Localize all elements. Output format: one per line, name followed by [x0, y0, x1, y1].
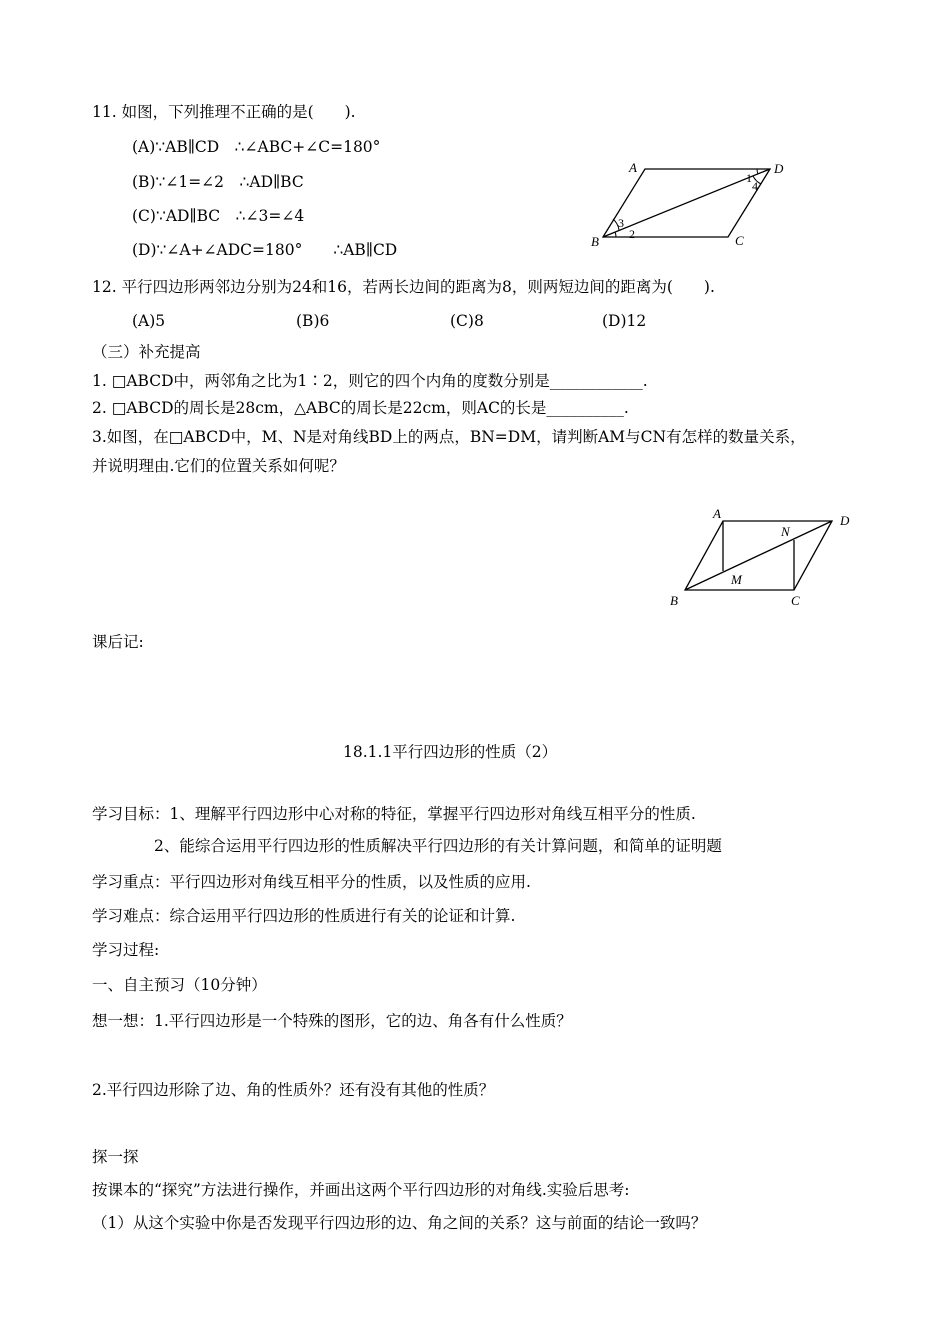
s3-label-n: N [781, 524, 790, 539]
q11-label-4: 4 [752, 179, 758, 193]
section3-problem-2: 2. □ABCD的周长是28cm，△ABC的周长是22cm，则AC的长是__________. [92, 399, 629, 417]
after-class-notes: 课后记: [92, 633, 144, 651]
section3-problem-3-line1: 3.如图，在□ABCD中，M、N是对角线BD上的两点，BN=DM，请判断AM与CN有怎样的数量关系， [92, 428, 806, 446]
section3-problem-3-line2: 并说明理由.它们的位置关系如何呢？ [92, 457, 345, 475]
q12-option-a: (A)5 [132, 312, 166, 330]
q11-label-1: 1 [746, 171, 752, 185]
q11-stem: 11. 如图，下列推理不正确的是( ). [92, 103, 356, 121]
section3-heading: （三）补充提高 [92, 343, 201, 361]
s3-diagonal-bd [685, 521, 832, 590]
q11-label-d: D [774, 161, 784, 176]
learning-process-heading: 学习过程: [92, 941, 160, 959]
think-question-2: 2.平行四边形除了边、角的性质外？还有没有其他的性质？ [92, 1081, 495, 1099]
q11-option-b: (B)∵∠1=∠2 ∴AD∥BC [132, 173, 304, 191]
q11-label-a: A [629, 160, 637, 175]
learning-goals-line2: 2、能综合运用平行四边形的性质解决平行四边形的有关计算问题，和简单的证明题 [154, 837, 722, 855]
learning-difficulties: 学习难点：综合运用平行四边形的性质进行有关的论证和计算. [92, 907, 516, 925]
q12-stem: 12. 平行四边形两邻边分别为24和16，若两长边间的距离为8，则两短边间的距离为( ). [92, 278, 715, 296]
q11-option-c: (C)∵AD∥BC ∴∠3=∠4 [132, 207, 305, 225]
learning-goals-line1: 学习目标：1、理解平行四边形中心对称的特征，掌握平行四边形对角线互相平分的性质. [92, 805, 696, 823]
q11-label-b: B [591, 234, 599, 249]
section3-problem-1: 1. □ABCD中，两邻角之比为1∶2，则它的四个内角的度数分别是____________. [92, 372, 648, 390]
s3-label-c: C [791, 593, 800, 608]
q11-label-3: 3 [618, 216, 624, 230]
self-preview-heading: 一、自主预习（10分钟） [92, 976, 267, 994]
q11-option-d: (D)∵∠A+∠ADC=180° ∴AB∥CD [132, 241, 398, 259]
lesson-title: 18.1.1平行四边形的性质（2） [343, 743, 558, 761]
s3-label-a: A [713, 506, 721, 521]
q12-option-b: (B)6 [296, 312, 330, 330]
q12-option-c: (C)8 [450, 312, 484, 330]
q11-angle-2-arc [615, 232, 616, 237]
q11-label-2: 2 [629, 227, 635, 241]
s3-label-m: M [731, 572, 742, 587]
s3-label-d: D [840, 513, 850, 528]
q11-parallelogram-figure [585, 155, 795, 255]
q12-option-d: (D)12 [602, 312, 647, 330]
section3-parallelogram-figure [660, 500, 870, 615]
explore-question-1: （1）从这个实验中你是否发现平行四边形的边、角之间的关系？这与前面的结论一致吗？ [92, 1214, 707, 1232]
explore-heading: 探一探 [92, 1148, 139, 1166]
q11-option-a: (A)∵AB∥CD ∴∠ABC+∠C=180° [132, 138, 381, 156]
explore-instructions: 按课本的“探究”方法进行操作，并画出这两个平行四边形的对角线.实验后思考: [92, 1181, 630, 1199]
s3-label-b: B [670, 593, 678, 608]
think-question-1: 想一想：1.平行四边形是一个特殊的图形，它的边、角各有什么性质？ [92, 1012, 572, 1030]
learning-key-points: 学习重点：平行四边形对角线互相平分的性质，以及性质的应用. [92, 873, 531, 891]
q11-angle-1-arc [757, 169, 758, 174]
q11-label-c: C [735, 233, 744, 248]
